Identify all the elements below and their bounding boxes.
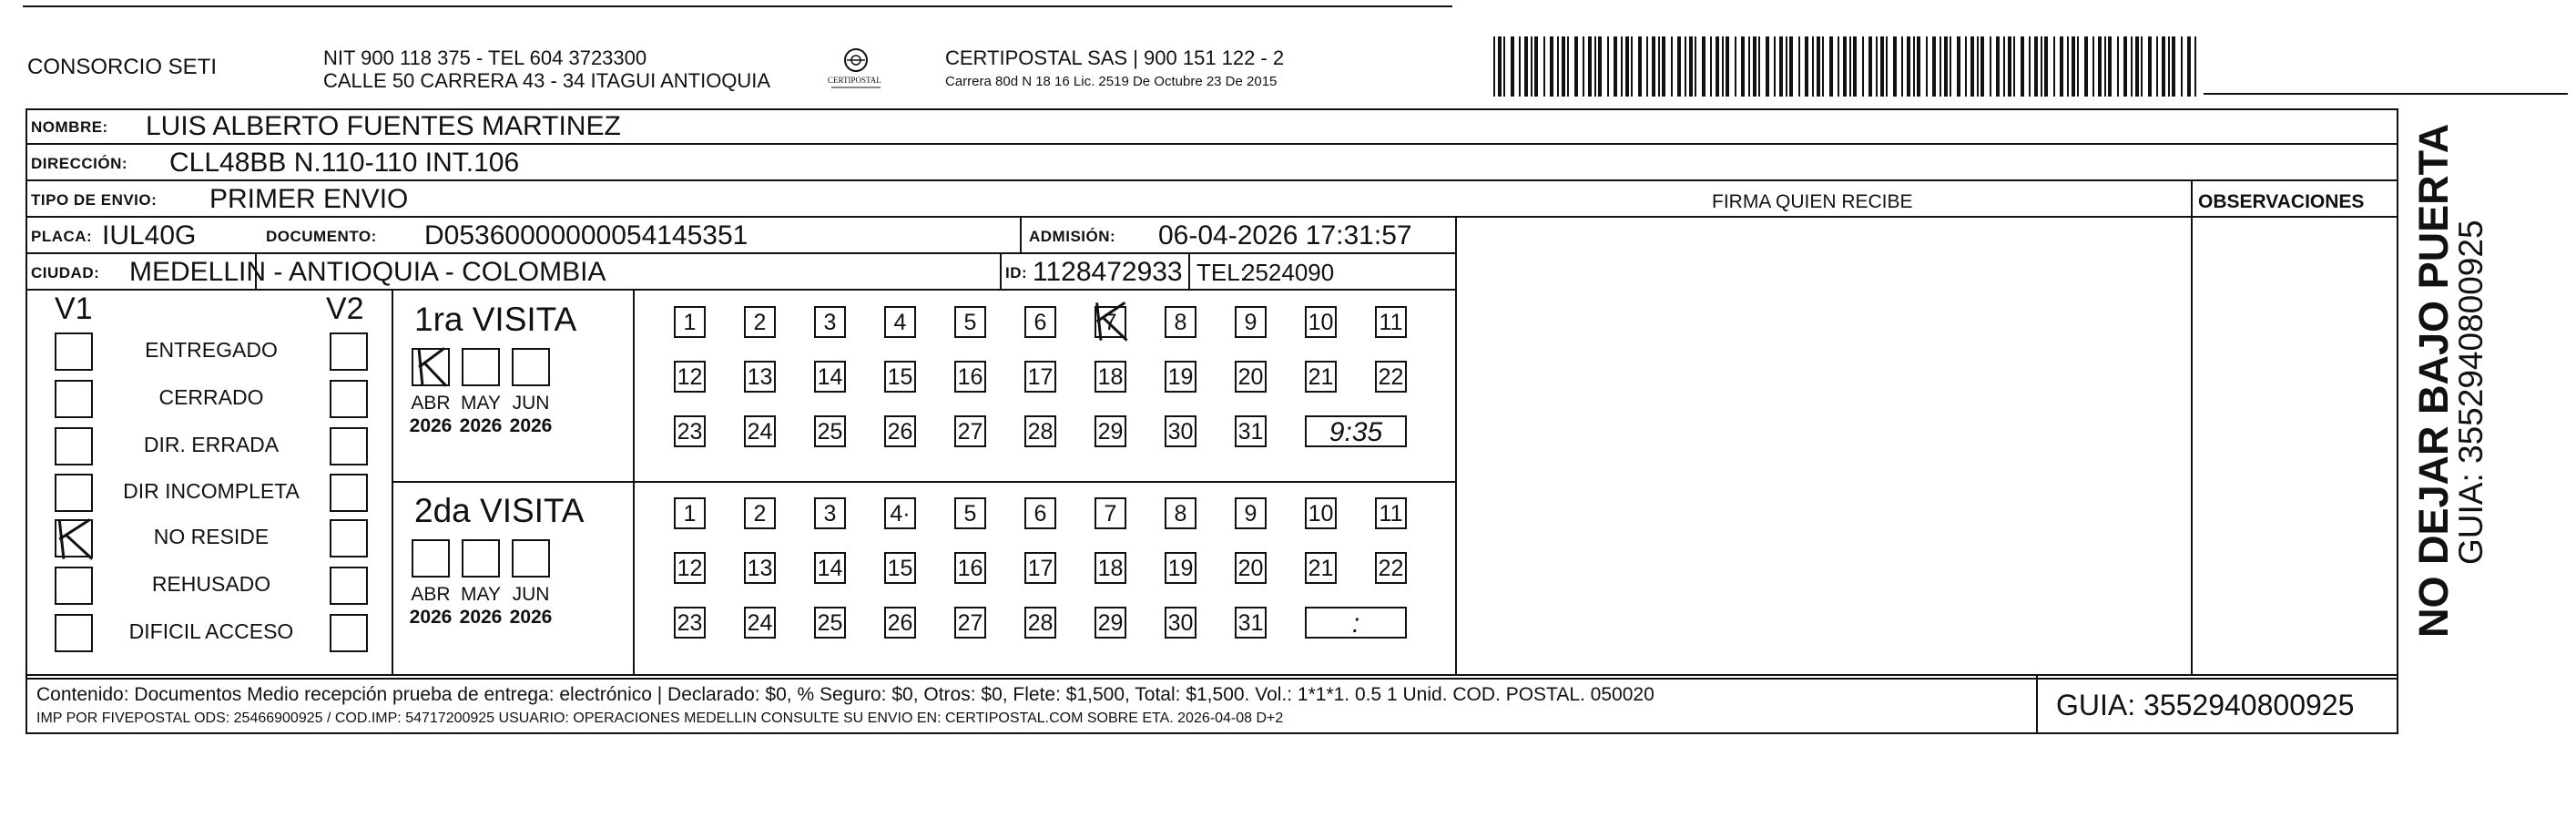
day-box[interactable]: 11	[1375, 497, 1407, 529]
month-name: JUN	[512, 393, 550, 414]
tipo-envio-label: TIPO DE ENVIO:	[31, 191, 158, 209]
time-box[interactable]: :	[1305, 607, 1407, 639]
day-box[interactable]: 6	[1024, 306, 1056, 338]
month-label	[404, 392, 457, 437]
address-line: CALLE 50 CARRERA 43 - 34 ITAGUI ANTIOQUIA	[323, 69, 771, 92]
status-label: DIR. ERRADA	[143, 433, 280, 456]
day-box[interactable]: 18	[1095, 552, 1126, 584]
day-box[interactable]: 4	[884, 306, 916, 338]
footer-guia: GUIA: 3552940800925	[2056, 689, 2355, 721]
day-box[interactable]: 3	[814, 497, 846, 529]
month-label	[504, 583, 557, 629]
day-box[interactable]: 2	[744, 306, 776, 338]
day-box[interactable]: 15	[884, 361, 916, 393]
day-box[interactable]: 14	[814, 552, 846, 584]
documento-label: DOCUMENTO:	[266, 228, 377, 245]
footer-col-line	[2036, 676, 2038, 732]
firma-header: FIRMA QUIEN RECIBE	[1712, 191, 1913, 212]
day-box[interactable]: 18	[1095, 361, 1126, 393]
v1-label: V1	[55, 291, 93, 326]
day-box[interactable]: 1	[674, 497, 706, 529]
day-box[interactable]: 9	[1235, 306, 1267, 338]
day-box[interactable]: 14	[814, 361, 846, 393]
month-checkbox[interactable]	[412, 348, 450, 386]
tipo-envio-value: PRIMER ENVIO	[209, 184, 409, 214]
day-box[interactable]: 22	[1375, 361, 1407, 393]
day-box[interactable]: 16	[954, 552, 986, 584]
month-name: ABR	[411, 393, 451, 414]
day-box[interactable]: 31	[1235, 415, 1267, 447]
row-line	[25, 674, 2398, 676]
day-box[interactable]: 22	[1375, 552, 1407, 584]
month-checkbox[interactable]	[462, 539, 500, 578]
day-box[interactable]: 4·	[884, 497, 916, 529]
status-label: NO RESIDE	[153, 525, 270, 548]
row-line	[25, 289, 1457, 291]
certipostal-line1: CERTIPOSTAL SAS | 900 151 122 - 2	[945, 46, 1285, 69]
month-name: MAY	[461, 393, 501, 414]
day-box[interactable]: 31	[1235, 607, 1267, 639]
day-box[interactable]: 30	[1165, 415, 1196, 447]
placa-label: PLACA:	[31, 228, 93, 245]
status-label: DIR INCOMPLETA	[123, 479, 300, 503]
col-line	[1455, 216, 1457, 676]
footer-contenido: Contenido: Documentos Medio recepción prueba de entrega: electrónico | Declarado: $0, % Seguro: $0, Otros: $0, Flete: $1,500, Total: $1,500. Vol.: 1*1*1. 0.5 1 Unid. COD. POSTAL. 050020	[36, 684, 1655, 705]
id-value: 1128472933	[1033, 257, 1183, 287]
month-checkbox[interactable]	[462, 348, 500, 386]
day-box[interactable]: 24	[744, 415, 776, 447]
footer-left-line	[25, 676, 27, 734]
day-box[interactable]: 10	[1305, 497, 1337, 529]
certipostal-line2: Carrera 80d N 18 16 Lic. 2519 De Octubre 23 De 2015	[945, 74, 1278, 89]
row-line	[25, 143, 2398, 145]
day-box[interactable]: 1	[674, 306, 706, 338]
day-box[interactable]: 29	[1095, 415, 1126, 447]
day-box[interactable]: 30	[1165, 607, 1196, 639]
v2-checkbox[interactable]	[330, 474, 368, 512]
day-box[interactable]: 6	[1024, 497, 1056, 529]
month-year: 2026	[409, 415, 453, 437]
col-line	[633, 289, 635, 676]
admision-value: 06-04-2026 17:31:57	[1158, 220, 1412, 251]
tel-value: 2524090	[1242, 259, 1335, 286]
day-box[interactable]: 8	[1165, 306, 1196, 338]
day-box[interactable]: 15	[884, 552, 916, 584]
visit2-title: 2da VISITA	[414, 492, 585, 529]
company-name: CONSORCIO SETI	[27, 55, 218, 79]
day-box[interactable]: 13	[744, 361, 776, 393]
day-box[interactable]: 23	[674, 607, 706, 639]
v1-checkbox[interactable]	[55, 380, 93, 418]
v1-checkbox[interactable]	[55, 614, 93, 652]
time-box[interactable]: 9:35	[1305, 415, 1407, 447]
status-label: CERRADO	[158, 385, 264, 409]
v2-label: V2	[326, 291, 364, 326]
day-box[interactable]: 9	[1235, 497, 1267, 529]
day-box[interactable]: 3	[814, 306, 846, 338]
nombre-label: NOMBRE:	[31, 118, 108, 136]
day-box[interactable]: 20	[1235, 361, 1267, 393]
row-line	[392, 481, 1457, 483]
day-box[interactable]: 2	[744, 497, 776, 529]
day-box[interactable]: 25	[814, 607, 846, 639]
v1-checkbox[interactable]	[55, 474, 93, 512]
day-box[interactable]: 5	[954, 306, 986, 338]
v1-checkbox[interactable]	[55, 567, 93, 605]
certipostal-logo-icon	[824, 46, 888, 97]
status-label: REHUSADO	[151, 572, 271, 596]
day-box[interactable]: 26	[884, 415, 916, 447]
tel-label: TEL:	[1196, 259, 1247, 286]
observaciones-header: OBSERVACIONES	[2198, 191, 2365, 212]
v1-checkbox[interactable]	[55, 427, 93, 465]
month-checkbox[interactable]	[412, 539, 450, 578]
ciudad-label: CIUDAD:	[31, 264, 100, 281]
v1-checkbox[interactable]	[55, 332, 93, 371]
day-box[interactable]: 7	[1095, 497, 1126, 529]
v2-checkbox[interactable]	[330, 614, 368, 652]
day-box[interactable]: 17	[1024, 361, 1056, 393]
status-label: ENTREGADO	[145, 338, 278, 362]
day-box[interactable]: 11	[1375, 306, 1407, 338]
col-line	[392, 289, 393, 676]
month-year: 2026	[409, 607, 453, 629]
footer-imp: IMP POR FIVEPOSTAL ODS: 25466900925 / COD.IMP: 54717200925 USUARIO: OPERACIONES MEDELLIN CONSULTE SU ENVIO EN: CERTIPOSTAL.COM SOBRE ETA. 2026-04-08 D+2	[36, 711, 1284, 726]
v2-checkbox[interactable]	[330, 427, 368, 465]
day-box[interactable]: 8	[1165, 497, 1196, 529]
row-line	[25, 216, 2398, 218]
month-year: 2026	[509, 415, 553, 437]
direccion-label: DIRECCIÓN:	[31, 155, 128, 172]
day-box[interactable]: 12	[674, 361, 706, 393]
col-line	[1188, 252, 1190, 289]
month-label	[454, 392, 507, 437]
month-year: 2026	[459, 607, 503, 629]
day-box[interactable]: 20	[1235, 552, 1267, 584]
row-line	[25, 179, 2398, 181]
day-box[interactable]: 7	[1095, 306, 1126, 338]
month-checkbox[interactable]	[512, 348, 550, 386]
v2-checkbox[interactable]	[330, 332, 368, 371]
col-line	[1000, 252, 1002, 289]
ciudad-value: MEDELLIN - ANTIOQUIA - COLOMBIA	[129, 257, 606, 287]
day-box[interactable]: 28	[1024, 415, 1056, 447]
direccion-value: CLL48BB N.110-110 INT.106	[169, 148, 520, 178]
month-year: 2026	[459, 415, 503, 437]
no-dejar-warning: NO DEJAR BAJO PUERTA	[2410, 123, 2457, 638]
documento-value: D05360000000054145351	[424, 220, 748, 251]
status-label: DIFICIL ACCESO	[128, 619, 294, 643]
v2-checkbox[interactable]	[330, 519, 368, 557]
day-box[interactable]: 16	[954, 361, 986, 393]
month-label	[454, 583, 507, 629]
id-label: ID:	[1005, 264, 1028, 281]
placa-value: IUL40G	[102, 220, 197, 251]
day-box[interactable]: 21	[1305, 552, 1337, 584]
day-box[interactable]: 28	[1024, 607, 1056, 639]
day-box[interactable]: 13	[744, 552, 776, 584]
day-box[interactable]: 26	[884, 607, 916, 639]
v2-checkbox[interactable]	[330, 380, 368, 418]
footer-bottom-line	[25, 732, 2398, 734]
top-border	[23, 5, 1452, 7]
day-box[interactable]: 27	[954, 607, 986, 639]
day-box[interactable]: 29	[1095, 607, 1126, 639]
day-box[interactable]: 19	[1165, 361, 1196, 393]
v1-checkbox[interactable]	[55, 519, 93, 557]
v2-checkbox[interactable]	[330, 567, 368, 605]
barcode	[1493, 36, 2204, 97]
visit1-title: 1ra VISITA	[414, 301, 577, 338]
month-label	[404, 583, 457, 629]
day-box[interactable]: 17	[1024, 552, 1056, 584]
month-name: JUN	[512, 584, 550, 605]
month-year: 2026	[509, 607, 553, 629]
day-box[interactable]: 25	[814, 415, 846, 447]
col-line	[2191, 179, 2193, 676]
day-box[interactable]: 23	[674, 415, 706, 447]
day-box[interactable]: 21	[1305, 361, 1337, 393]
side-guia: GUIA: 3552940800925	[2452, 220, 2489, 565]
row-line	[25, 252, 1457, 254]
month-checkbox[interactable]	[512, 539, 550, 578]
admision-label: ADMISIÓN:	[1029, 228, 1116, 245]
month-name: ABR	[411, 584, 451, 605]
day-box[interactable]: 5	[954, 497, 986, 529]
footer-right-line	[2397, 676, 2398, 734]
day-box[interactable]: 10	[1305, 306, 1337, 338]
nit-line: NIT 900 118 375 - TEL 604 3723300	[323, 46, 647, 69]
day-box[interactable]: 27	[954, 415, 986, 447]
month-label	[504, 392, 557, 437]
barcode-underline	[2204, 93, 2568, 95]
nombre-value: LUIS ALBERTO FUENTES MARTINEZ	[146, 111, 621, 141]
day-box[interactable]: 24	[744, 607, 776, 639]
day-box[interactable]: 19	[1165, 552, 1196, 584]
logo-text: CERTIPOSTAL	[828, 76, 881, 85]
month-name: MAY	[461, 584, 501, 605]
day-box[interactable]: 12	[674, 552, 706, 584]
col-line	[1020, 216, 1022, 252]
